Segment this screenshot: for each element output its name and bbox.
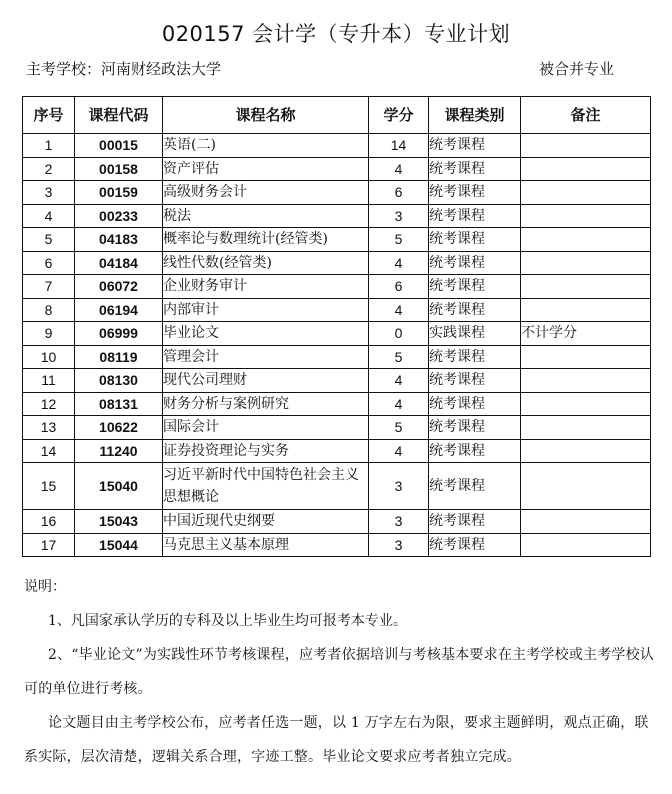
table-row xyxy=(23,369,651,393)
table-row xyxy=(23,181,651,205)
course-credit: 0 xyxy=(369,322,429,346)
row-number: 9 xyxy=(23,322,75,346)
header-note: 备注 xyxy=(521,97,651,134)
course-name: 中国近现代史纲要 xyxy=(163,510,369,534)
table-row xyxy=(23,275,651,299)
row-number: 10 xyxy=(23,345,75,369)
course-note xyxy=(521,181,651,205)
course-credit: 6 xyxy=(369,181,429,205)
course-type: 统考课程 xyxy=(429,228,521,252)
course-credit: 3 xyxy=(369,510,429,534)
table-row xyxy=(23,251,651,275)
table-row xyxy=(23,439,651,463)
merged-major-label: 被合并专业 xyxy=(538,60,614,78)
course-code: 15043 xyxy=(75,510,163,534)
course-credit: 6 xyxy=(369,275,429,299)
course-code: 00015 xyxy=(75,134,163,158)
row-number: 5 xyxy=(23,228,75,252)
course-type: 统考课程 xyxy=(429,251,521,275)
course-credit: 5 xyxy=(369,345,429,369)
row-number: 11 xyxy=(23,369,75,393)
table-header-row xyxy=(23,97,651,134)
course-credit: 3 xyxy=(369,463,429,510)
course-name: 管理会计 xyxy=(163,345,369,369)
course-note xyxy=(521,510,651,534)
note-item-1: 1、凡国家承认学历的专科及以上毕业生均可报考本专业。 xyxy=(48,613,407,629)
course-name: 线性代数(经管类) xyxy=(163,251,369,275)
course-name: 资产评估 xyxy=(163,157,369,181)
row-number: 8 xyxy=(23,298,75,322)
course-code: 08119 xyxy=(75,345,163,369)
course-note xyxy=(521,416,651,440)
course-type: 统考课程 xyxy=(429,439,521,463)
table-row xyxy=(23,157,651,181)
table-row xyxy=(23,298,651,322)
table-row xyxy=(23,345,651,369)
table-row xyxy=(23,322,651,346)
notes-heading: 说明： xyxy=(24,579,66,595)
course-name: 习近平新时代中国特色社会主义思想概论 xyxy=(163,463,369,510)
course-type: 统考课程 xyxy=(429,275,521,299)
row-number: 17 xyxy=(23,533,75,557)
table-row xyxy=(23,228,651,252)
row-number: 6 xyxy=(23,251,75,275)
course-credit: 4 xyxy=(369,251,429,275)
course-credit: 5 xyxy=(369,416,429,440)
course-name: 财务分析与案例研究 xyxy=(163,392,369,416)
table-row xyxy=(23,134,651,158)
table-row xyxy=(23,204,651,228)
row-number: 16 xyxy=(23,510,75,534)
course-name: 企业财务审计 xyxy=(163,275,369,299)
header-course-name: 课程名称 xyxy=(163,97,369,134)
course-name: 证券投资理论与实务 xyxy=(163,439,369,463)
course-code: 10622 xyxy=(75,416,163,440)
course-note xyxy=(521,392,651,416)
course-code: 00158 xyxy=(75,157,163,181)
course-name: 国际会计 xyxy=(163,416,369,440)
course-note xyxy=(521,533,651,557)
table-row xyxy=(23,510,651,534)
course-name: 概率论与数理统计(经管类) xyxy=(163,228,369,252)
row-number: 2 xyxy=(23,157,75,181)
header-course-code: 课程代码 xyxy=(75,97,163,134)
course-type: 统考课程 xyxy=(429,181,521,205)
course-credit: 4 xyxy=(369,369,429,393)
course-code: 06999 xyxy=(75,322,163,346)
course-code: 11240 xyxy=(75,439,163,463)
note-item-2: 2、“毕业论文”为实践性环节考核课程，应考者依据培训与考核基本要求在主考学校或主考学校认可的单位进行考核。 xyxy=(24,647,655,697)
note-item-3: 论文题目由主考学校公布，应考者任选一题，以 1 万字左右为限，要求主题鲜明，观点正确，联系实际，层次清楚，逻辑关系合理，字迹工整。毕业论文要求应考者独立完成。 xyxy=(24,715,649,765)
course-type: 统考课程 xyxy=(429,416,521,440)
course-credit: 4 xyxy=(369,392,429,416)
course-note xyxy=(521,439,651,463)
course-code: 00233 xyxy=(75,204,163,228)
course-credit: 5 xyxy=(369,228,429,252)
course-note xyxy=(521,369,651,393)
course-type: 统考课程 xyxy=(429,345,521,369)
course-note xyxy=(521,228,651,252)
course-type: 统考课程 xyxy=(429,533,521,557)
course-name: 高级财务会计 xyxy=(163,181,369,205)
row-number: 3 xyxy=(23,181,75,205)
course-code: 06194 xyxy=(75,298,163,322)
page-title: 020157 会计学（专升本）专业计划 xyxy=(161,22,511,46)
course-code: 15044 xyxy=(75,533,163,557)
course-note xyxy=(521,298,651,322)
row-number: 4 xyxy=(23,204,75,228)
course-note xyxy=(521,251,651,275)
course-note xyxy=(521,345,651,369)
header-course-type: 课程类别 xyxy=(429,97,521,134)
course-type: 实践课程 xyxy=(429,322,521,346)
course-code: 04183 xyxy=(75,228,163,252)
row-number: 1 xyxy=(23,134,75,158)
course-name: 英语(二) xyxy=(163,134,369,158)
course-name: 税法 xyxy=(163,204,369,228)
table-row xyxy=(23,416,651,440)
course-type: 统考课程 xyxy=(429,392,521,416)
header-credit: 学分 xyxy=(369,97,429,134)
row-number: 15 xyxy=(23,463,75,510)
course-code: 08131 xyxy=(75,392,163,416)
course-credit: 4 xyxy=(369,439,429,463)
course-note xyxy=(521,463,651,510)
course-plan-table xyxy=(22,96,651,557)
notes-section xyxy=(24,570,656,774)
course-code: 08130 xyxy=(75,369,163,393)
course-note xyxy=(521,157,651,181)
course-name: 内部审计 xyxy=(163,298,369,322)
course-type: 统考课程 xyxy=(429,463,521,510)
row-number: 13 xyxy=(23,416,75,440)
course-code: 15040 xyxy=(75,463,163,510)
table-row xyxy=(23,463,651,510)
course-note xyxy=(521,275,651,299)
course-name: 现代公司理财 xyxy=(163,369,369,393)
course-credit: 3 xyxy=(369,533,429,557)
course-code: 00159 xyxy=(75,181,163,205)
header-number: 序号 xyxy=(23,97,75,134)
course-type: 统考课程 xyxy=(429,298,521,322)
course-note xyxy=(521,134,651,158)
table-row xyxy=(23,392,651,416)
course-code: 06072 xyxy=(75,275,163,299)
course-type: 统考课程 xyxy=(429,369,521,393)
course-name: 毕业论文 xyxy=(163,322,369,346)
course-credit: 4 xyxy=(369,157,429,181)
course-credit: 4 xyxy=(369,298,429,322)
course-type: 统考课程 xyxy=(429,134,521,158)
course-credit: 14 xyxy=(369,134,429,158)
table-row xyxy=(23,533,651,557)
course-note xyxy=(521,204,651,228)
course-note: 不计学分 xyxy=(521,322,651,346)
course-name: 马克思主义基本原理 xyxy=(163,533,369,557)
host-school: 主考学校：河南财经政法大学 xyxy=(26,60,222,78)
row-number: 12 xyxy=(23,392,75,416)
course-code: 04184 xyxy=(75,251,163,275)
course-type: 统考课程 xyxy=(429,510,521,534)
row-number: 7 xyxy=(23,275,75,299)
course-type: 统考课程 xyxy=(429,204,521,228)
row-number: 14 xyxy=(23,439,75,463)
course-type: 统考课程 xyxy=(429,157,521,181)
course-credit: 3 xyxy=(369,204,429,228)
